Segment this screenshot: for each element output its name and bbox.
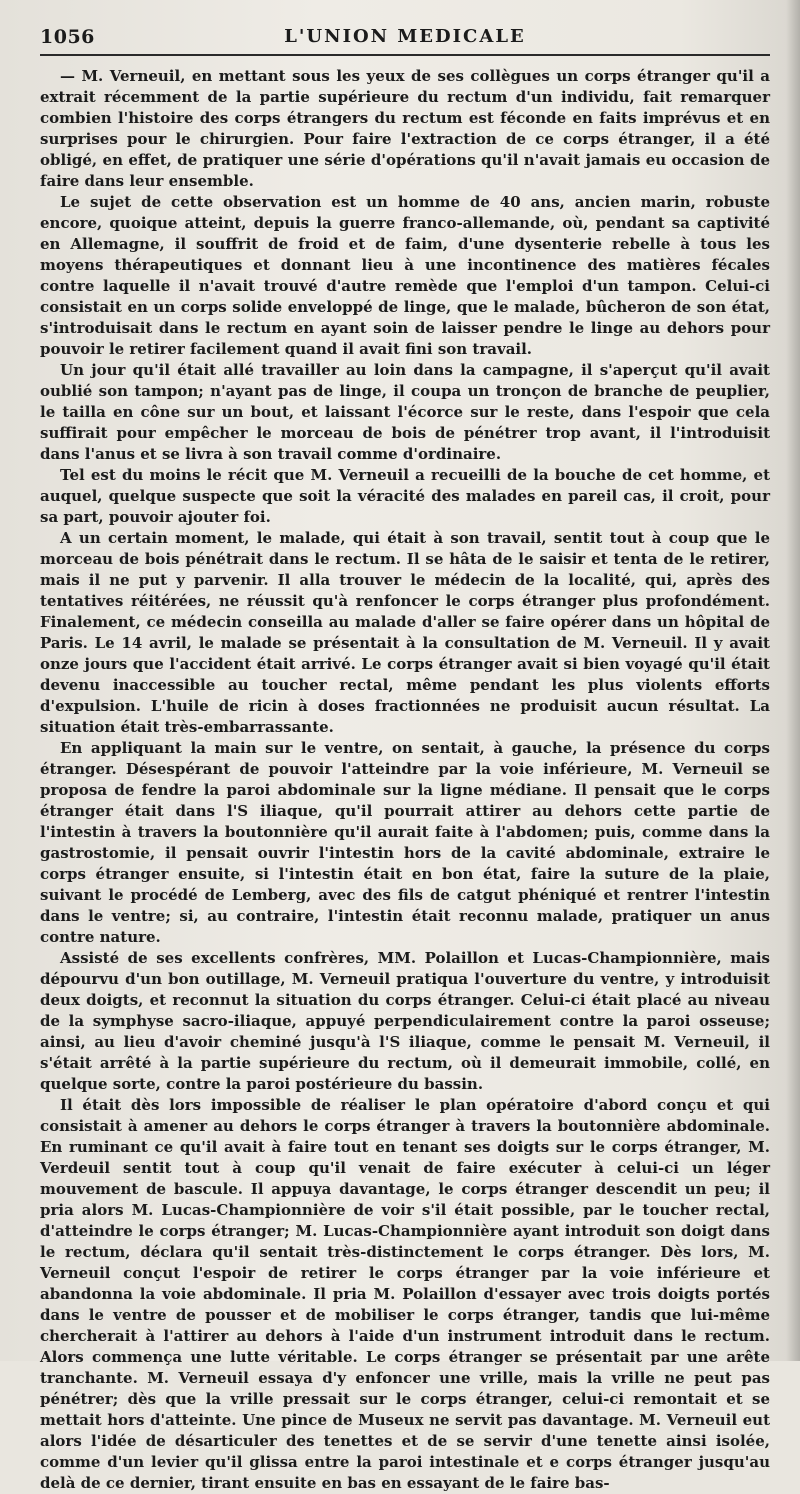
paragraph: Assisté de ses excellents confrères, MM. Polaillon et Lucas-Championnière, mais dépourvu d'un bon outillage, M. Verneuil pratiqua l'ouverture du ventre, y introduisit deux doigts, et reconnut la situation du corps étranger. Celui-ci était placé au niveau de la symphyse sacro-iliaque, appuyé perpendiculairement contre la paroi osseuse; ainsi, au lieu d'avoir cheminé jusqu'à l'S iliaque, comme le pensait M. Verneuil, il s'était arrêté à la partie supérieure du rectum, où il demeurait immobile, collé, en quelque sorte, contre la paroi postérieure du bassin. xyxy=(40,949,770,1093)
page-edge-shadow xyxy=(786,0,800,1361)
paragraph: A un certain moment, le malade, qui était à son travail, sentit tout à coup que le morceau de bois pénétrait dans le rectum. Il se hâta de le saisir et tenta de le retirer, mais il ne put y parvenir. Il alla trouver le médecin de la localité, qui, après des tentatives réitérées, ne réussit qu'à renfoncer le corps étranger plus profondément. Finalement, ce médecin conseilla au malade d'aller se faire opérer dans un hôpital de Paris. Le 14 avril, le malade se présentait à la consultation de M. Verneuil. Il y avait onze jours que l'accident était arrivé. Le corps étranger avait si bien voyagé qu'il était devenu inaccessible au toucher rectal, même pendant les plus violents efforts d'expulsion. L'huile de ricin à doses fractionnées ne produisit aucun résultat. La situation était très-embarrassante. xyxy=(40,529,770,736)
paragraph: Le sujet de cette observation est un homme de 40 ans, ancien marin, robuste encore, quoique atteint, depuis la guerre franco-allemande, où, pendant sa captivité en Allemagne, il souffrit de froid et de faim, d'une dysenterie rebelle à tous les moyens thérapeutiques et donnant lieu à une incontinence des matières fécales contre laquelle il n'avait trouvé d'autre remède que l'emploi d'un tampon. Celui-ci consistait en un corps solide enveloppé de linge, que le malade, bûcheron de son état, s'introduisait dans le rectum en ayant soin de laisser pendre le linge au dehors pour pouvoir le retirer facilement quand il avait fini son travail. xyxy=(40,193,770,358)
paragraph: — M. Verneuil, en mettant sous les yeux de ses collègues un corps étranger qu'il a extrait récemment de la partie supérieure du rectum d'un individu, fait remarquer combien l'histoire des corps étrangers du rectum est féconde en faits imprévus et en surprises pour le chirurgien. Pour faire l'extraction de ce corps étranger, il a été obligé, en effet, de pratiquer une série d'opérations qu'il n'avait jamais eu occasion de faire dans leur ensemble. xyxy=(40,67,770,190)
paragraph: Il était dès lors impossible de réaliser le plan opératoire d'abord conçu et qui consistait à amener au dehors le corps étranger à travers la boutonnière abdominale. En ruminant ce qu'il avait à faire tout en tenant ses doigts sur le corps étranger, M. Verdeuil sentit tout à coup qu'il venait de faire exécuter à celui-ci un léger mouvement de bascule. Il appuya davantage, le corps étranger descendit un peu; il pria alors M. Lucas-Championnière de voir s'il était possible, par le toucher rectal, d'atteindre le corps étranger; M. Lucas-Championnière ayant introduit son doigt dans le rectum, déclara qu'il sentait très-distinctement le corps étranger. Dès lors, M. Verneuil conçut l'espoir de retirer le corps étranger par la voie inférieure et abandonna la voie abdominale. Il pria M. Polaillon d'essayer avec trois doigts portés dans le ventre de pousser et de mobiliser le corps étranger, tandis que lui-même chercherait à l'attirer au dehors à l'aide d'un instrument introduit dans le rectum. Alors commença une lutte véritable. Le corps étranger se présentait par une arête tranchante. M. Verneuil essaya d'y enfoncer une vrille, mais la vrille ne peut pas pénétrer; dès que la vrille pressait sur le corps étranger, celui-ci remontait et se mettait hors d'atteinte. Une pince de Museux ne servit pas davantage. M. Verneuil eut alors l'idée de désarticuler des tenettes et de se servir d'une tenette ainsi isolée, comme d'un levier qu'il glissa entre la paroi intestinale et e corps étranger jusqu'au delà de ce dernier, tirant ensuite en bas en essayant de le faire bas- xyxy=(40,1096,770,1492)
paragraph: En appliquant la main sur le ventre, on sentait, à gauche, la présence du corps étranger. Désespérant de pouvoir l'atteindre par la voie inférieure, M. Verneuil se proposa de fendre la paroi abdominale sur la ligne médiane. Il pensait que le corps étranger était dans l'S iliaque, qu'il pourrait attirer au dehors cette partie de l'intestin à travers la boutonnière qu'il aurait faite à l'abdomen; puis, comme dans la gastrostomie, il pensait ouvrir l'intestin hors de la cavité abdominale, extraire le corps étranger ensuite, si l'intestin était en bon état, faire la suture de la plaie, suivant le procédé de Lemberg, avec des fils de catgut phéniqué et rentrer l'intestin dans le ventre; si, au contraire, l'intestin était reconnu malade, pratiquer un anus contre nature. xyxy=(40,739,770,946)
paragraph: Un jour qu'il était allé travailler au loin dans la campagne, il s'aperçut qu'il avait oublié son tampon; n'ayant pas de linge, il coupa un tronçon de branche de peuplier, le tailla en cône sur un bout, et laissant l'écorce sur le reste, dans l'espoir que cela suffirait pour empêcher le morceau de bois de pénétrer trop avant, il l'introduisit dans l'anus et se livra à son travail comme d'ordinaire. xyxy=(40,361,770,463)
article-body xyxy=(40,56,770,1494)
paragraph: Tel est du moins le récit que M. Verneuil a recueilli de la bouche de cet homme, et auquel, quelque suspecte que soit la véracité des malades en pareil cas, il croit, pour sa part, pouvoir ajouter foi. xyxy=(40,466,770,526)
page-number: 1056 xyxy=(40,26,95,48)
running-title: L'UNION MEDICALE xyxy=(284,26,526,47)
page-header xyxy=(40,20,770,56)
